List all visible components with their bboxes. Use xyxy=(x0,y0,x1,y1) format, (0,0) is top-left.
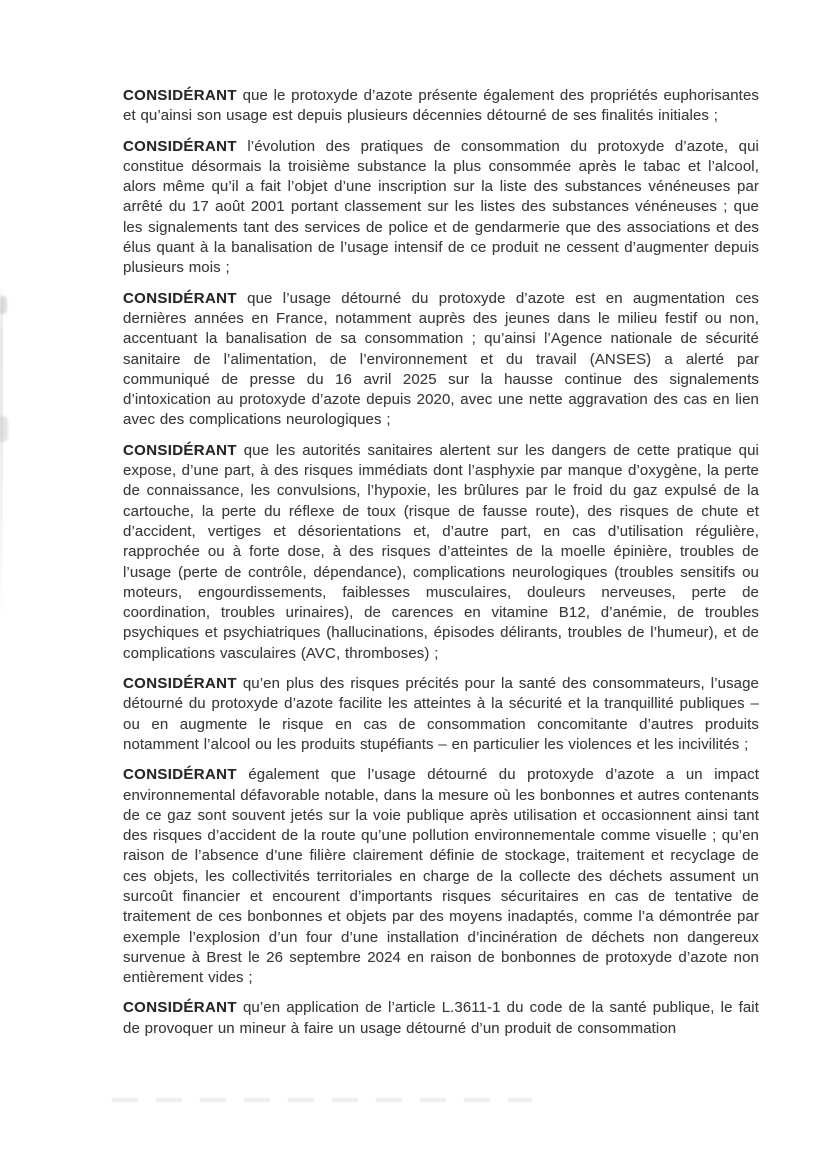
considerant-keyword: CONSIDÉRANT xyxy=(123,289,237,307)
considerant-keyword: CONSIDÉRANT xyxy=(123,137,237,155)
paragraph-considerant-1 xyxy=(123,86,759,127)
paragraph-text: qu’en application de l’article L.3611-1 du code de la santé publique, le fait de provoquer un mineur à faire un usage détourné d’un produit de consommation xyxy=(123,999,759,1037)
paragraph-considerant-3 xyxy=(123,289,759,431)
paragraph-considerant-6 xyxy=(123,765,759,988)
scan-smudge-artifact xyxy=(0,416,8,442)
scan-smudge-artifact xyxy=(0,296,7,314)
paragraph-text: que l’usage détourné du protoxyde d’azote est en augmentation ces dernières années en France, notamment auprès des jeunes dans le milieu festif ou non, accentuant la banalisation de sa consommation ; qu’ainsi l’Agence nationale de sécurité sanitaire de l’alimentation, de l’environnement et du travail (ANSES) a alerté par communiqué de presse du 16 avril 2025 sur la hausse continue des signalements d’intoxication au protoxyde d’azote depuis 2020, avec une nette aggravation des cas en lien avec des complications neurologiques ; xyxy=(123,289,759,429)
paragraph-considerant-2 xyxy=(123,137,759,279)
paragraph-text: que le protoxyde d’azote présente également des propriétés euphorisantes et qu’ainsi son usage est depuis plusieurs décennies détourné de ses finalités initiales ; xyxy=(123,87,759,125)
paragraph-text: également que l’usage détourné du protoxyde d’azote a un impact environnemental défavorable notable, dans la mesure où les bonbonnes et autres contenants de ce gaz sont souvent jetés sur la voie publique après utilisation et occasionnent ainsi tant des risques d’accident de la route qu’une pollution environnementale comme visuelle ; qu’en raison de l’absence d’une filière clairement définie de stockage, traitement et recyclage de ces objets, les collectivités territoriales en charge de la collecte des déchets assument un surcoût financier et encourent d’importants risques sécuritaires en cas de tentative de traitement de ces bonbonnes et objets par des moyens inadaptés, comme l’a démontrée par exemple l’explosion d’un four d’une installation d’incinération de déchets non dangereux survenue à Brest le 26 septembre 2024 en raison de bonbonnes de protoxyde d’azote non entièrement vides ; xyxy=(123,766,759,987)
paragraph-text: qu’en plus des risques précités pour la santé des consommateurs, l’usage détourné du protoxyde d’azote facilite les atteintes à la sécurité et la tranquillité publiques – ou en augmente le risque en cas de consommation concomitante d’autres produits notamment l’alcool ou les produits stupéfiants – en particulier les violences et les incivilités ; xyxy=(123,675,759,753)
scan-showthrough-artifact xyxy=(112,1098,532,1102)
paragraph-considerant-5 xyxy=(123,674,759,755)
considerant-keyword: CONSIDÉRANT xyxy=(123,87,237,104)
scan-edge-artifact xyxy=(0,285,3,625)
paragraph-considerant-7 xyxy=(123,998,759,1039)
document-body xyxy=(123,86,759,1049)
paragraph-text: que les autorités sanitaires alertent sur les dangers de cette pratique qui expose, d’une part, à des risques immédiats dont l’asphyxie par manque d’oxygène, la perte de connaissance, les convulsions, l’hypoxie, les brûlures par le froid du gaz expulsé de la cartouche, la perte du réflexe de toux (risque de fausse route), des risques de chute et d’accident, vertiges et désorientations et, d’autre part, en cas d’utilisation régulière, rapprochée ou à forte dose, à des risques d’atteintes de la moelle épinière, troubles de l’usage (perte de contrôle, dépendance), complications neurologiques (troubles sensitifs ou moteurs, engourdissements, faiblesses musculaires, douleurs nerveuses, perte de coordination, troubles urinaires), de carences en vitamine B12, d’anémie, de troubles psychiques et psychiatriques (hallucinations, épisodes délirants, troubles de l’humeur), et de complications vasculaires (AVC, thromboses) ; xyxy=(123,441,759,662)
considerant-keyword: CONSIDÉRANT xyxy=(123,766,237,784)
considerant-keyword: CONSIDÉRANT xyxy=(123,441,237,459)
paragraph-text: l’évolution des pratiques de consommation du protoxyde d’azote, qui constitue désormais la troisième substance la plus consommée après le tabac et l’alcool, alors même qu’il a fait l’objet d’une inscription sur la liste des substances vénéneuses par arrêté du 17 août 2001 portant classement sur les listes des substances vénéneuses ; que les signalements tant des services de police et de gendarmerie que des associations et des élus quant à la banalisation de l’usage intensif de ce produit ne cessent d’augmenter depuis plusieurs mois ; xyxy=(123,137,759,277)
paragraph-considerant-4 xyxy=(123,441,759,664)
considerant-keyword: CONSIDÉRANT xyxy=(123,675,237,693)
considerant-keyword: CONSIDÉRANT xyxy=(123,999,237,1017)
